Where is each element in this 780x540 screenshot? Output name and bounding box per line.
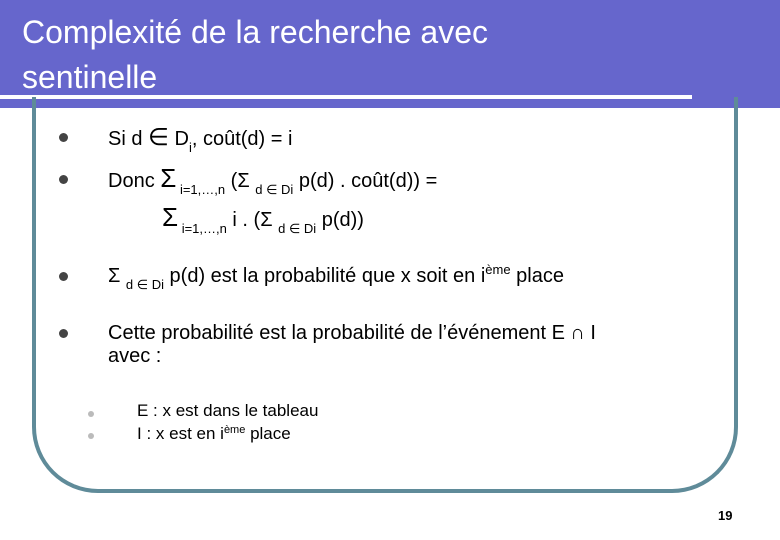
bullet-dot	[59, 272, 68, 281]
text: place	[245, 424, 291, 443]
bullet-dot	[59, 175, 68, 184]
text: I : x est en i	[137, 424, 224, 443]
text: Σ	[108, 265, 126, 287]
text: p(d) est la probabilité que x soit en i	[163, 265, 486, 287]
sub-bullet-dot	[88, 411, 94, 417]
text: Donc	[108, 170, 161, 192]
subscript: i=1,…,n	[178, 221, 227, 236]
bullet-dot	[59, 329, 68, 338]
bullet-1	[108, 126, 292, 153]
bullet-4-line-2: avec :	[108, 345, 162, 367]
bullet-dot	[59, 133, 68, 142]
subscript: d ∈ Di	[255, 182, 294, 197]
text: D	[168, 128, 189, 150]
element-of-symbol: ∈	[148, 124, 169, 151]
bullet-3	[108, 264, 564, 290]
text: Si d	[108, 128, 149, 150]
subscript: d ∈ Di	[278, 221, 317, 236]
text: place	[510, 265, 564, 287]
text: (Σ	[225, 170, 256, 192]
page-number: 19	[718, 508, 733, 523]
subscript: i	[188, 140, 192, 155]
sub-bullet-2	[137, 423, 291, 447]
superscript: ème	[485, 262, 511, 277]
superscript: ème	[223, 424, 246, 436]
subscript: d ∈ Di	[125, 277, 164, 292]
slide-title: Complexité de la recherche avec sentinelle	[22, 14, 489, 95]
bullet-2-continuation	[162, 202, 364, 236]
sub-bullet-dot	[88, 433, 94, 439]
text: , coût(d) = i	[191, 128, 293, 150]
sigma-symbol: Σ	[162, 202, 179, 232]
text: i . (Σ	[226, 209, 279, 231]
sub-bullet-1: E : x est dans le tableau	[137, 401, 319, 420]
sigma-symbol: Σ	[160, 163, 177, 193]
text: p(d))	[316, 209, 364, 231]
bullet-4-line-1: Cette probabilité est la probabilité de l’événement E ∩ I	[108, 322, 596, 344]
subscript: i=1,…,n	[176, 182, 226, 197]
title-bar	[0, 0, 780, 108]
bullet-2	[108, 163, 438, 197]
text: p(d) . coût(d)) =	[293, 170, 438, 192]
